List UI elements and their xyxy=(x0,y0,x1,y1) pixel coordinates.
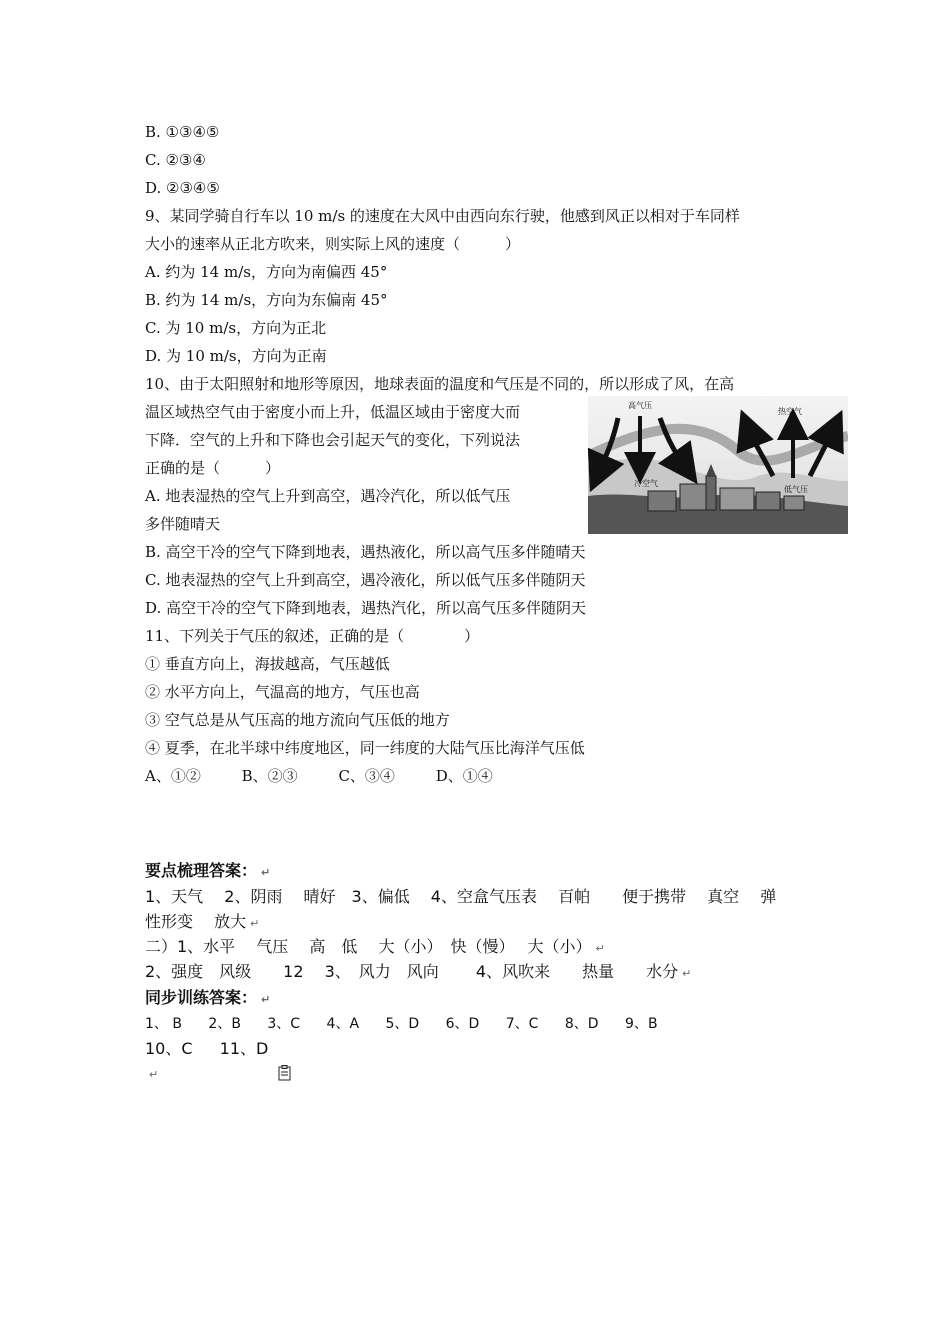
q11-choice-c: C、③④ xyxy=(338,767,395,785)
return-mark-icon: ↵ xyxy=(595,942,605,955)
q9-stem-line1: 9、某同学骑自行车以 10 m/s 的速度在大风中由西向东行驶，他感到风正以相对于车同样 xyxy=(145,207,740,225)
q9-option-d: D. 为 10 m/s，方向为正南 xyxy=(145,347,327,365)
q11-choice-d: D、①④ xyxy=(435,767,493,785)
q10-option-b: B. 高空干冷的空气下降到地表，遇热液化，所以高气压多伴随晴天 xyxy=(145,543,586,561)
sync-answer: 9、B xyxy=(625,1016,658,1032)
q8-option-c: C. ②③④ xyxy=(145,151,206,169)
sync-answer: 2、B xyxy=(208,1016,241,1032)
q9-option-c: C. 为 10 m/s，方向为正北 xyxy=(145,319,327,337)
return-mark-icon: ↵ xyxy=(261,866,271,879)
trailing-line xyxy=(145,1062,158,1086)
air-pressure-figure xyxy=(588,396,848,534)
q11-stem: 11、下列关于气压的叙述，正确的是（ ） xyxy=(145,627,480,645)
q10-option-d: D. 高空干冷的空气下降到地表，遇热汽化，所以高气压多伴随阴天 xyxy=(145,599,587,617)
return-mark-icon: ↵ xyxy=(250,917,260,930)
sync-answer: 3、C xyxy=(267,1016,301,1032)
sync-answer: 10、C xyxy=(145,1039,193,1058)
clipboard-icon xyxy=(277,1065,293,1081)
sync-answer: 1、 B xyxy=(145,1016,182,1032)
q8-option-b: B. ①③④⑤ xyxy=(145,123,220,141)
q10-stem-line1: 10、由于太阳照射和地形等原因，地球表面的温度和气压是不同的，所以形成了风，在高 xyxy=(145,375,735,393)
sync-answers-row-1 xyxy=(145,1013,680,1035)
sync-answer: 6、D xyxy=(445,1016,480,1032)
q11-item-2: ② 水平方向上，气温高的地方，气压也高 xyxy=(145,683,420,701)
q11-choice-b: B、②③ xyxy=(241,767,298,785)
sync-answer: 11、D xyxy=(219,1039,269,1058)
return-mark-icon: ↵ xyxy=(261,993,271,1006)
sync-answer: 4、A xyxy=(326,1016,360,1032)
answers-heading-key-points: 要点梳理答案： ↵ xyxy=(145,861,271,880)
return-mark-icon: ↵ xyxy=(149,1068,159,1081)
label-low-pressure: 低气压 xyxy=(784,485,808,494)
q10-stem-line4: 正确的是（ ） xyxy=(145,459,281,477)
sync-answer: 8、D xyxy=(564,1016,599,1032)
sync-answer: 5、D xyxy=(385,1016,420,1032)
q11-item-1: ① 垂直方向上，海拔越高，气压越低 xyxy=(145,655,390,673)
label-hot-air: 热空气 xyxy=(778,407,802,416)
q11-item-4: ④ 夏季，在北半球中纬度地区，同一纬度的大陆气压比海洋气压低 xyxy=(145,739,585,757)
q8-option-d: D. ②③④⑤ xyxy=(145,179,220,197)
q9-option-a: A. 约为 14 m/s，方向为南偏西 45° xyxy=(145,263,388,281)
q10-stem-line3: 下降．空气的上升和下降也会引起天气的变化，下列说法 xyxy=(145,431,521,449)
q11-choices xyxy=(145,766,529,786)
q9-option-b: B. 约为 14 m/s，方向为东偏南 45° xyxy=(145,291,388,309)
return-mark-icon: ↵ xyxy=(682,967,692,980)
sync-answer: 7、C xyxy=(505,1016,539,1032)
q10-stem-line2: 温区域热空气由于密度小而上升，低温区域由于密度大而 xyxy=(145,403,521,421)
q11-choice-a: A、①② xyxy=(145,767,201,785)
label-cold-air: 冷空气 xyxy=(634,479,658,488)
answers-line-4: 2、强度 风级 12 3、 风力 风向 4、风吹来 热量 水分 ↵ xyxy=(145,962,692,981)
answers-line-3: 二）1、水平 气压 高 低 大（小） 快（慢） 大（小） ↵ xyxy=(145,937,605,956)
q10-option-c: C. 地表湿热的空气上升到高空，遇冷液化，所以低气压多伴随阴天 xyxy=(145,571,586,589)
sync-answers-row-2 xyxy=(145,1038,290,1060)
answers-line-2: 性形变 放大 ↵ xyxy=(145,912,260,931)
q9-stem-line2: 大小的速率从正北方吹来，则实际上风的速度（ ） xyxy=(145,235,521,253)
q10-option-a-line1: A. 地表湿热的空气上升到高空，遇冷汽化，所以低气压 xyxy=(145,487,511,505)
label-high-pressure: 高气压 xyxy=(628,401,652,410)
q10-option-a-line2: 多伴随晴天 xyxy=(145,515,221,533)
answers-heading-sync-training: 同步训练答案： ↵ xyxy=(145,988,271,1007)
q11-item-3: ③ 空气总是从气压高的地方流向气压低的地方 xyxy=(145,711,450,729)
answers-line-1: 1、天气 2、阴雨 晴好 3、偏低 4、空盒气压表 百帕 便于携带 真空 弹 xyxy=(145,887,777,906)
